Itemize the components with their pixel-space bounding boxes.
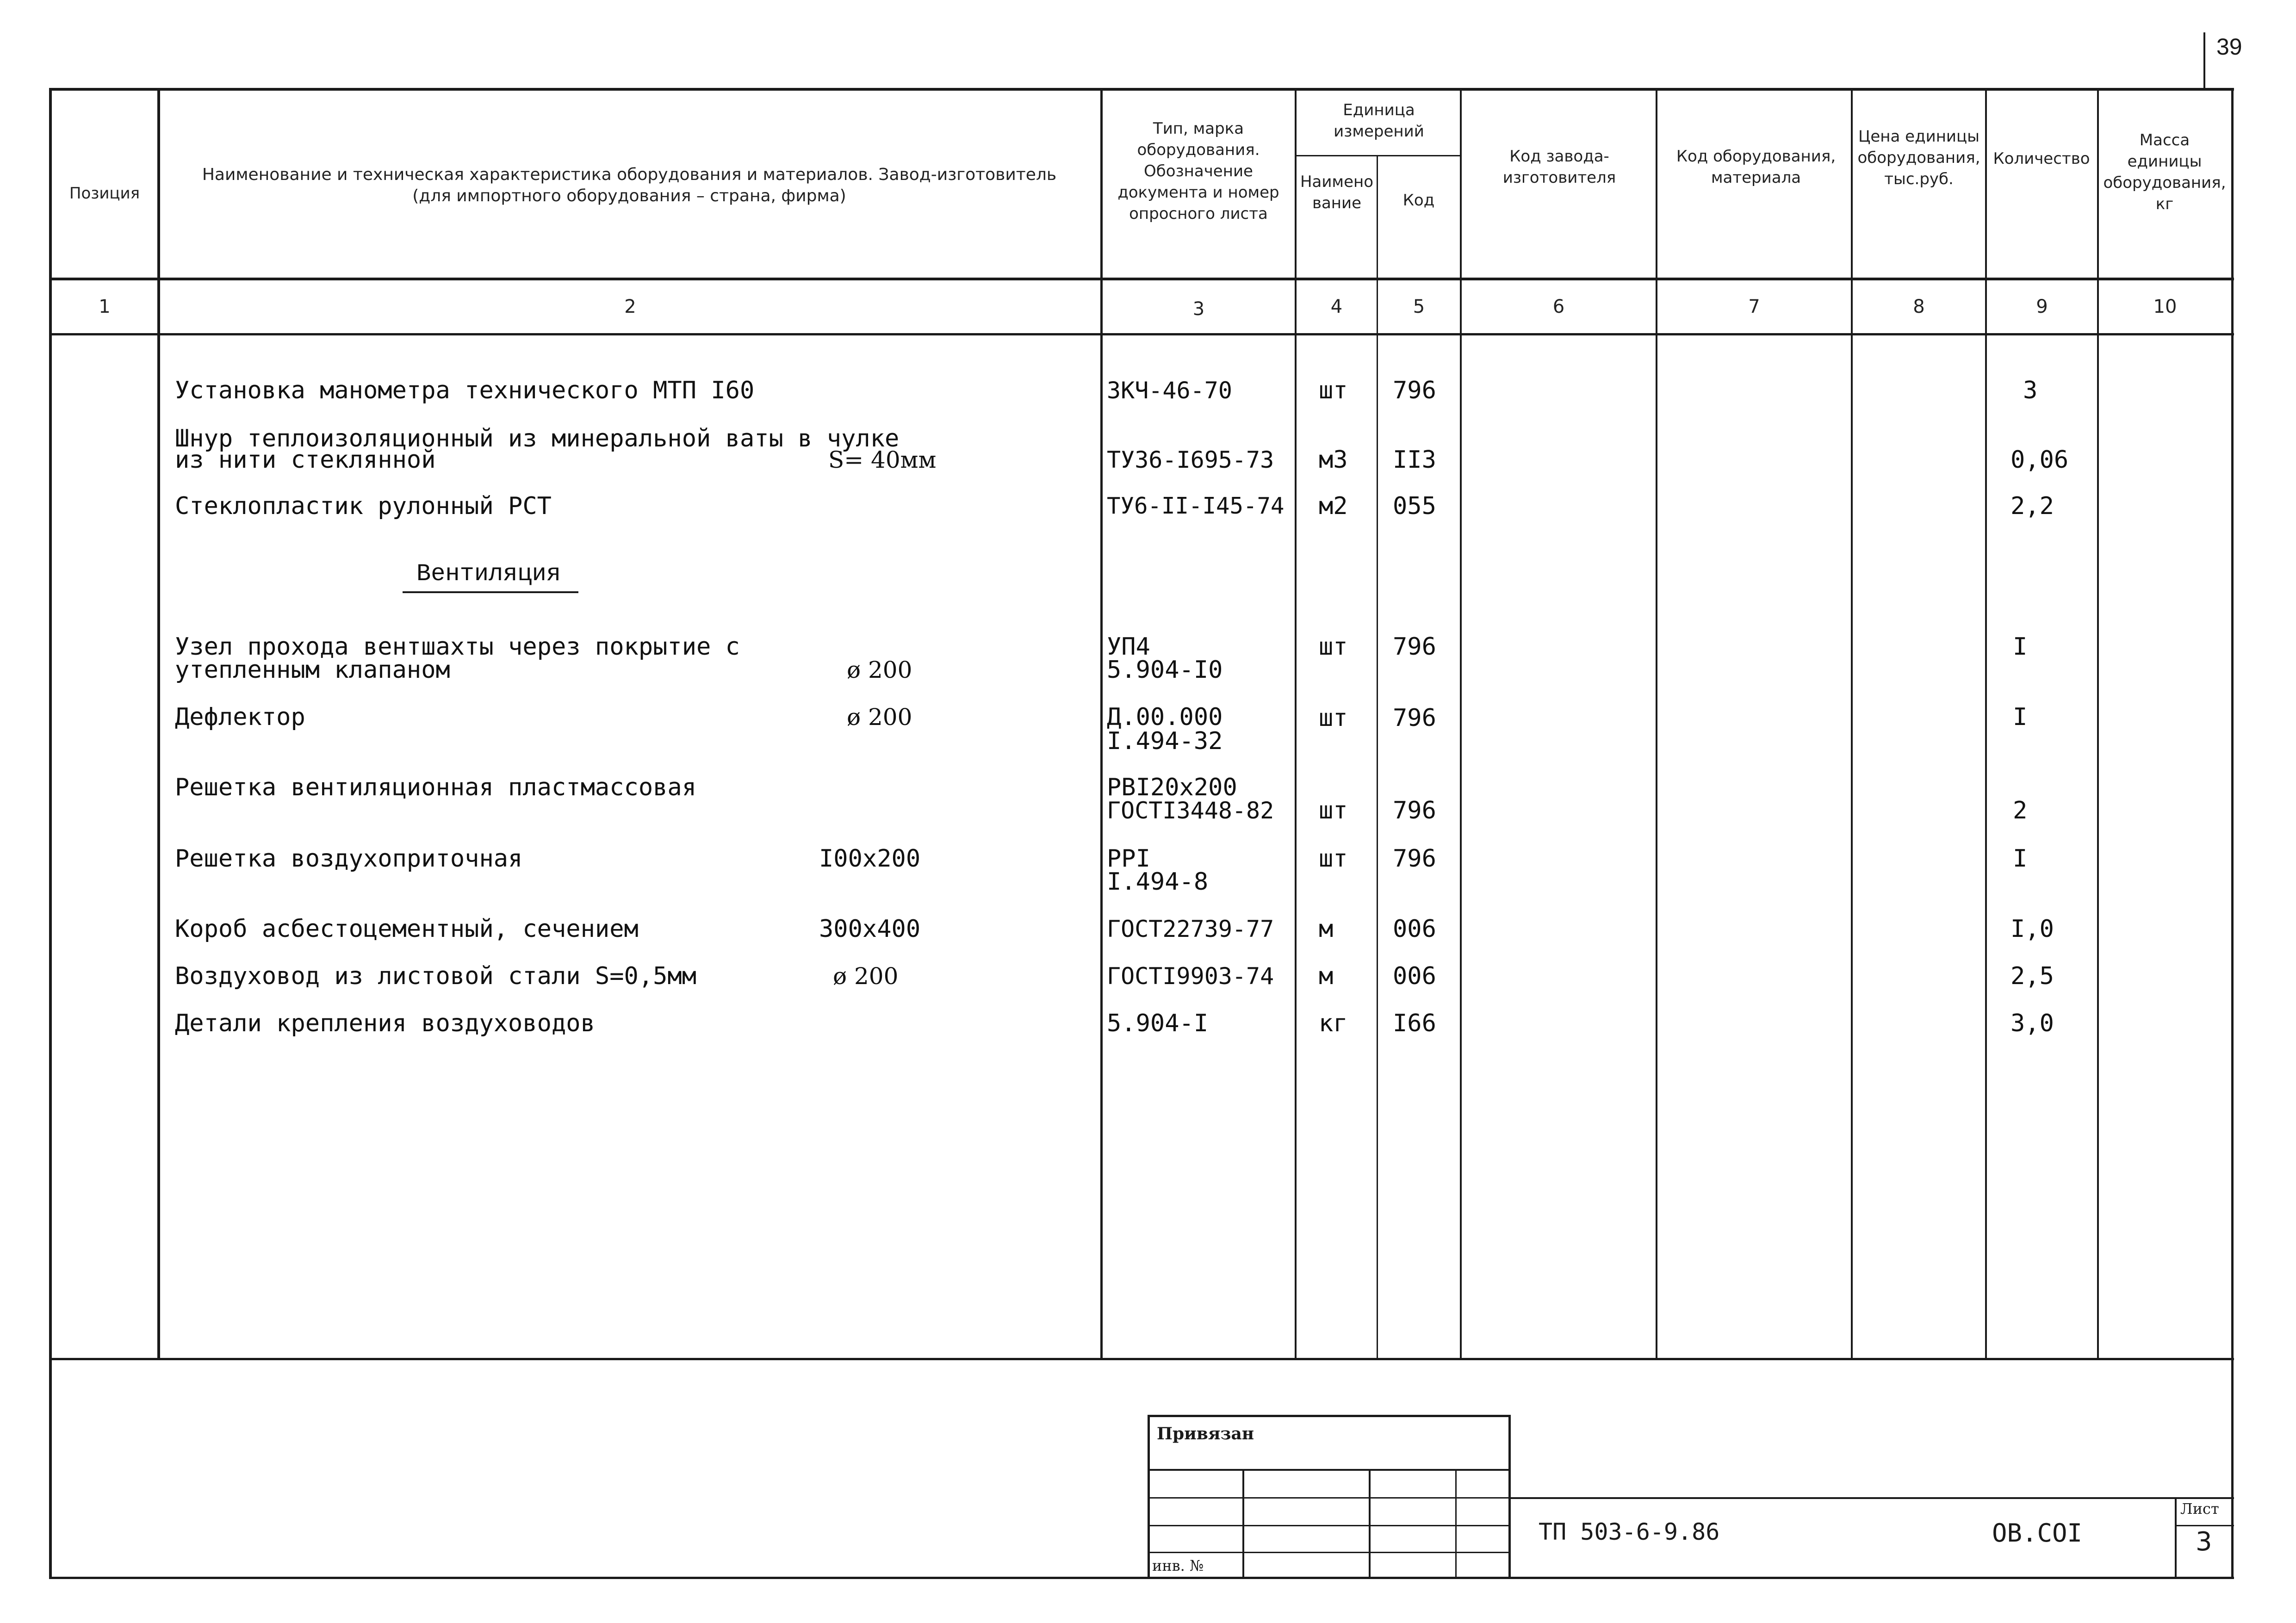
row-code: 796 xyxy=(1393,633,1436,661)
row-type: ТУ36-I695-73 xyxy=(1107,446,1274,473)
row-qty: 3,0 xyxy=(2011,1010,2054,1037)
row-unit: м3 xyxy=(1319,446,1348,474)
row-name: Решетка воздухоприточная xyxy=(175,845,523,873)
row-name: Короб асбестоцементный, сечением xyxy=(175,915,639,943)
row-code: 006 xyxy=(1393,962,1436,990)
row-name: Дефлектор xyxy=(175,703,305,731)
row-name: Стеклопластик рулонный РСТ xyxy=(175,492,552,520)
row-unit: м2 xyxy=(1319,492,1348,520)
col-num-9: 9 xyxy=(2036,296,2048,317)
row-name: Решетка вентиляционная пластмассовая xyxy=(175,774,697,801)
section-heading-underline xyxy=(403,591,578,593)
row-unit: шт xyxy=(1319,704,1348,732)
row-unit: шт xyxy=(1319,377,1348,404)
row-unit: шт xyxy=(1319,797,1348,824)
row-type: ЗКЧ-46-70 xyxy=(1107,377,1232,404)
header-factory-code: Код завода-изготовителя xyxy=(1502,147,1616,187)
row-type: УП4 xyxy=(1107,633,1150,661)
row-code: II3 xyxy=(1393,446,1436,474)
row-type: ГОСТ22739-77 xyxy=(1107,916,1274,942)
row-qty: I xyxy=(2013,845,2028,873)
row-name: Установка манометра технического МТП I60 xyxy=(175,377,755,404)
header-name: Наименование и техническая характеристика оборудования и материалов. Завод-изготовитель (для импортного оборудования – страна, фирма) xyxy=(202,165,1057,205)
col-num-4: 4 xyxy=(1330,296,1343,317)
row-code: 796 xyxy=(1393,845,1436,873)
header-equipment-code: Код оборудования, материала xyxy=(1676,147,1836,187)
stamp-inv: инв. № xyxy=(1152,1557,1204,1574)
stamp-mark: ОВ.СОI xyxy=(1992,1518,2083,1548)
frame-right xyxy=(2231,88,2234,1579)
col-num-10: 10 xyxy=(2153,296,2177,317)
row-unit: м xyxy=(1319,915,1334,943)
row-qty: 2 xyxy=(2013,797,2028,824)
row-code: 796 xyxy=(1393,797,1436,824)
row-type: ТУ6-II-I45-74 xyxy=(1107,493,1285,519)
row-type-line2: ГОСТI3448-82 xyxy=(1107,797,1274,824)
row-qty: 2,5 xyxy=(2011,962,2054,990)
row-qty: I xyxy=(2013,703,2028,731)
row-spec: ø 200 xyxy=(847,704,912,731)
header-quantity: Количество xyxy=(1993,149,2090,168)
header-position: Позиция xyxy=(69,184,140,203)
row-unit: кг xyxy=(1319,1010,1348,1037)
stamp-sheet-value: 3 xyxy=(2196,1527,2212,1557)
stamp-box-top xyxy=(1148,1415,1511,1417)
row-qty: I xyxy=(2013,633,2028,661)
row-spec: ø 200 xyxy=(833,963,899,990)
row-name-line2: из нити стеклянной xyxy=(175,446,436,474)
header-unit-code: Код xyxy=(1402,191,1435,210)
stamp-box-right xyxy=(1508,1415,1511,1578)
col-num-3: 3 xyxy=(1192,298,1205,320)
stamp-sheet-label: Лист xyxy=(2180,1500,2219,1518)
row-type: Д.00.000 xyxy=(1107,703,1223,731)
header-price: Цена единицы оборудования, тыс.руб. xyxy=(1857,127,1980,188)
row-spec: I00х200 xyxy=(819,845,921,873)
row-name: Детали крепления воздуховодов xyxy=(175,1010,595,1037)
row-code: 796 xyxy=(1393,377,1436,404)
col-num-2: 2 xyxy=(624,296,636,317)
row-type-line2: 5.904-I0 xyxy=(1107,656,1223,684)
row-type: 5.904-I xyxy=(1107,1010,1209,1037)
row-name: Воздуховод из листовой стали S=0,5мм xyxy=(175,962,697,990)
row-code: 055 xyxy=(1393,492,1436,520)
col-num-1: 1 xyxy=(99,296,111,317)
col-num-5: 5 xyxy=(1413,296,1425,317)
col-num-8: 8 xyxy=(1913,296,1925,317)
row-type: ГОСТI9903-74 xyxy=(1107,963,1274,990)
frame-top xyxy=(49,88,2234,91)
section-heading: Вентиляция xyxy=(416,560,561,588)
row-spec: S= 40мм xyxy=(828,446,937,473)
header-unit-group: Единица измерений xyxy=(1334,101,1424,141)
row-type-line2: I.494-8 xyxy=(1107,868,1209,896)
row-qty: 3 xyxy=(2023,377,2038,404)
row-spec: 300х400 xyxy=(819,915,921,943)
row-qty: 0,06 xyxy=(2011,446,2069,474)
row-qty: I,0 xyxy=(2011,915,2054,943)
stamp-doc-code: ТП 503-6-9.86 xyxy=(1539,1518,1720,1545)
row-unit: м xyxy=(1319,962,1334,990)
row-code: 006 xyxy=(1393,915,1436,943)
row-name-line2: утепленным клапаном xyxy=(175,656,450,684)
row-name: Узел прохода вентшахты через покрытие с xyxy=(175,633,740,661)
row-spec: ø 200 xyxy=(847,657,912,683)
row-code: 796 xyxy=(1393,704,1436,732)
col-num-6: 6 xyxy=(1552,296,1565,317)
row-qty: 2,2 xyxy=(2011,492,2054,520)
row-unit: шт xyxy=(1319,633,1348,661)
header-unit-name: Наименование xyxy=(1300,173,1374,212)
top-sheet-number: 39 xyxy=(2216,34,2242,60)
row-type-line2: I.494-32 xyxy=(1107,727,1223,755)
row-code: I66 xyxy=(1393,1010,1436,1037)
row-unit: шт xyxy=(1319,845,1348,873)
row-type: РВI20х200 xyxy=(1107,774,1237,801)
header-type: Тип, марка оборудования. Обозначение документа и номер опросного листа xyxy=(1117,119,1279,223)
row-type: РРI xyxy=(1107,845,1150,873)
stamp-privyazan: Привязан xyxy=(1157,1424,1254,1443)
header-mass: Масса единицы оборудования, кг xyxy=(2103,131,2226,213)
frame-bottom xyxy=(49,1577,2234,1579)
stamp-box-left xyxy=(1148,1415,1150,1578)
row-name: Шнур теплоизоляционный из минеральной ваты в чулке xyxy=(175,425,900,452)
col-num-7: 7 xyxy=(1748,296,1760,317)
